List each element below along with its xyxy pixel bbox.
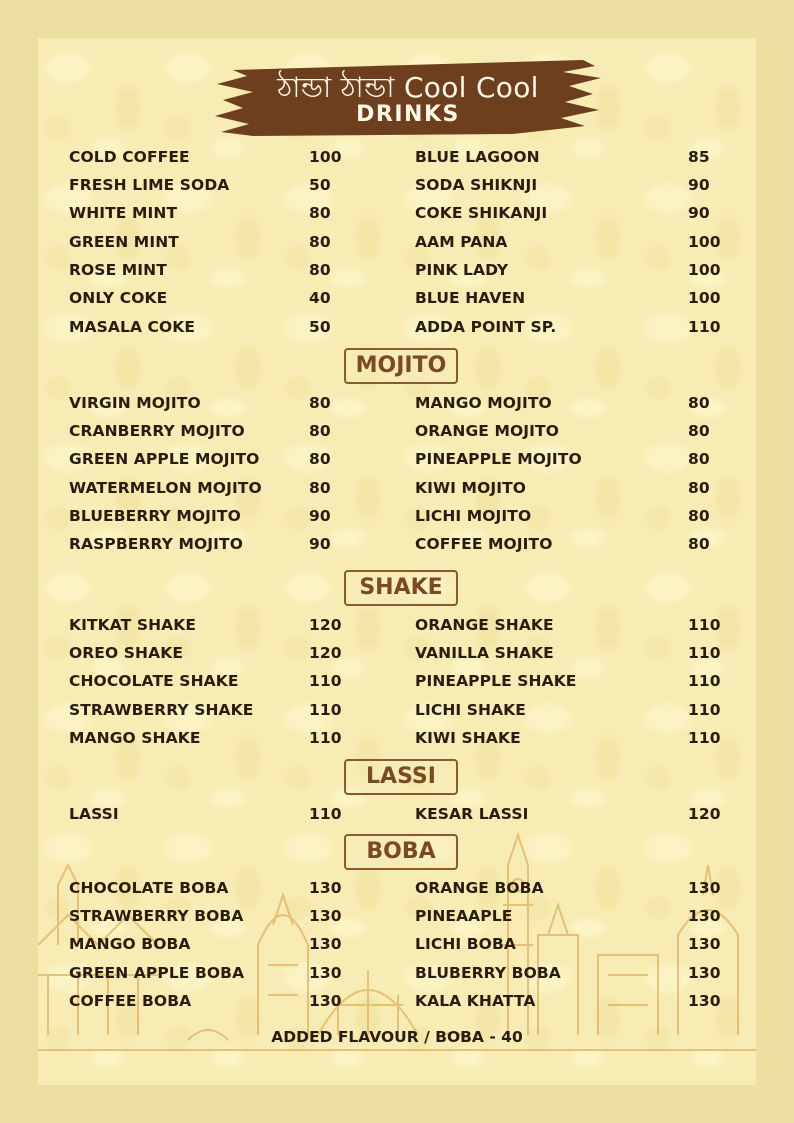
menu-title: ঠান্ডা ঠান্ডা Cool Cool	[277, 71, 539, 104]
menu-subtitle: DRINKS	[356, 102, 460, 127]
section-header-shake: SHAKE	[344, 570, 458, 606]
footer-note: ADDED FLAVOUR / BOBA - 40	[271, 1028, 523, 1046]
section-header-boba: BOBA	[344, 834, 458, 870]
section-header-lassi: LASSI	[344, 759, 458, 795]
menu-panel: ঠান্ডা ঠান্ডা Cool Cool DRINKS COLD COFFEE 100 FRESH LIME SODA 50 WHITE MINT 80 GREEN MINT 80 ROSE MINT 80 ONLY COKE 40 MASALA COKE 50 BLUE LAGOON 85 SODA SHIKNJI 90 COKE SHIKANJI 90 AAM PANA 100 PINK LADY 100 BLUE HAVEN 100 ADDA POINT SP. 110 MOJITO VIRGIN MOJITO 80 CRANBERRY MOJITO 80 GREEN APPLE MOJITO 80 WATERMELON MOJITO 80 BLUEBERRY MOJITO 90 RASPBERRY MOJITO 90 MANGO MOJITO 80 ORANGE MOJITO 80 PINEAPPLE MOJITO 80 KIWI MOJITO 80 LICHI MOJITO 80 COFFEE MOJITO 80 SHAKE KITKAT SHAKE 120 OREO SHAKE 120 CHOCOLATE SHAKE 110 STRAWBERRY SHAKE 110 MANGO SHAKE 110 ORANGE SHAKE 110 VANILLA SHAKE 110 PINEAPPLE SHAKE 110 LICHI SHAKE 110 KIWI SHAKE 110 LASSI LASSI 110 KESAR LASSI 120 BOBA CHOCOLATE BOBA 130 STRAWBERRY BOBA 130 MANGO BOBA 130 GREEN APPLE BOBA 130 COFFEE BOBA 130 ORANGE BOBA 130 PINEAAPLE 130 LICHI BOBA 130 BLUBERRY BOBA 130 KALA KHATTA 130 ADDED FLAVOUR / BOBA - 40	[38, 38, 756, 1085]
section-header-mojito: MOJITO	[344, 348, 458, 384]
header-banner	[213, 56, 603, 138]
